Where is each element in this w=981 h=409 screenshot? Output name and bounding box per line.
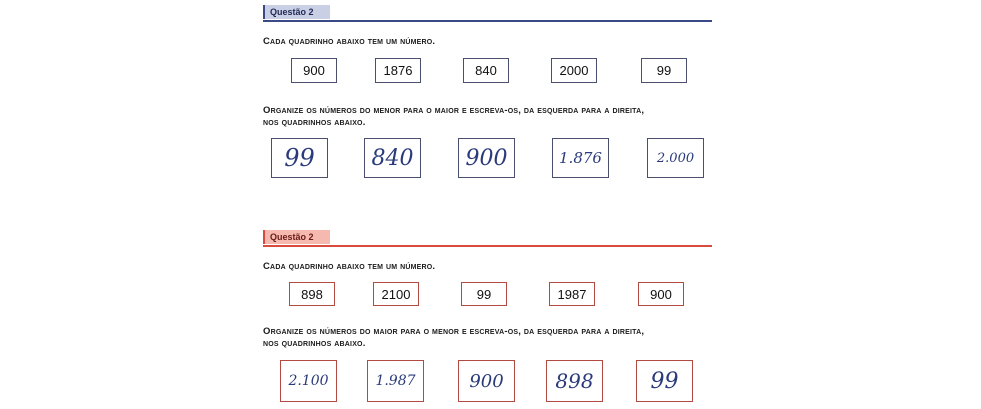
answer-box: 2.100 [280, 360, 337, 402]
number-box: 2000 [551, 58, 597, 83]
instruction-text: Organize os números do menor para o maior e escreva-os, da esquerda para a direita, [263, 105, 645, 116]
question-tag: Questão 2 [263, 230, 330, 244]
instruction-text: Cada quadrinho abaixo tem um número. [263, 261, 436, 272]
answer-box: 1.987 [367, 360, 424, 402]
number-box: 1987 [549, 282, 595, 306]
question-tag: Questão 2 [263, 5, 330, 19]
number-box: 2100 [373, 282, 419, 306]
number-box: 99 [461, 282, 507, 306]
answer-box: 2.000 [647, 138, 704, 178]
answer-box: 99 [636, 360, 693, 402]
answer-box: 900 [458, 138, 515, 178]
number-box: 900 [638, 282, 684, 306]
section-divider [263, 245, 712, 247]
number-box: 840 [463, 58, 509, 83]
number-box: 900 [291, 58, 337, 83]
answer-box: 1.876 [552, 138, 609, 178]
instruction-text: Organize os números do maior para o menor e escreva-os, da esquerda para a direita, [263, 326, 645, 337]
number-box: 1876 [375, 58, 421, 83]
instruction-text: Cada quadrinho abaixo tem um número. [263, 36, 436, 47]
answer-box: 898 [546, 360, 603, 402]
instruction-text: nos quadrinhos abaixo. [263, 117, 366, 128]
answer-box: 840 [364, 138, 421, 178]
answer-box: 99 [271, 138, 328, 178]
number-box: 898 [289, 282, 335, 306]
instruction-text: nos quadrinhos abaixo. [263, 338, 366, 349]
answer-box: 900 [458, 360, 515, 402]
number-box: 99 [641, 58, 687, 83]
section-divider [263, 20, 712, 22]
